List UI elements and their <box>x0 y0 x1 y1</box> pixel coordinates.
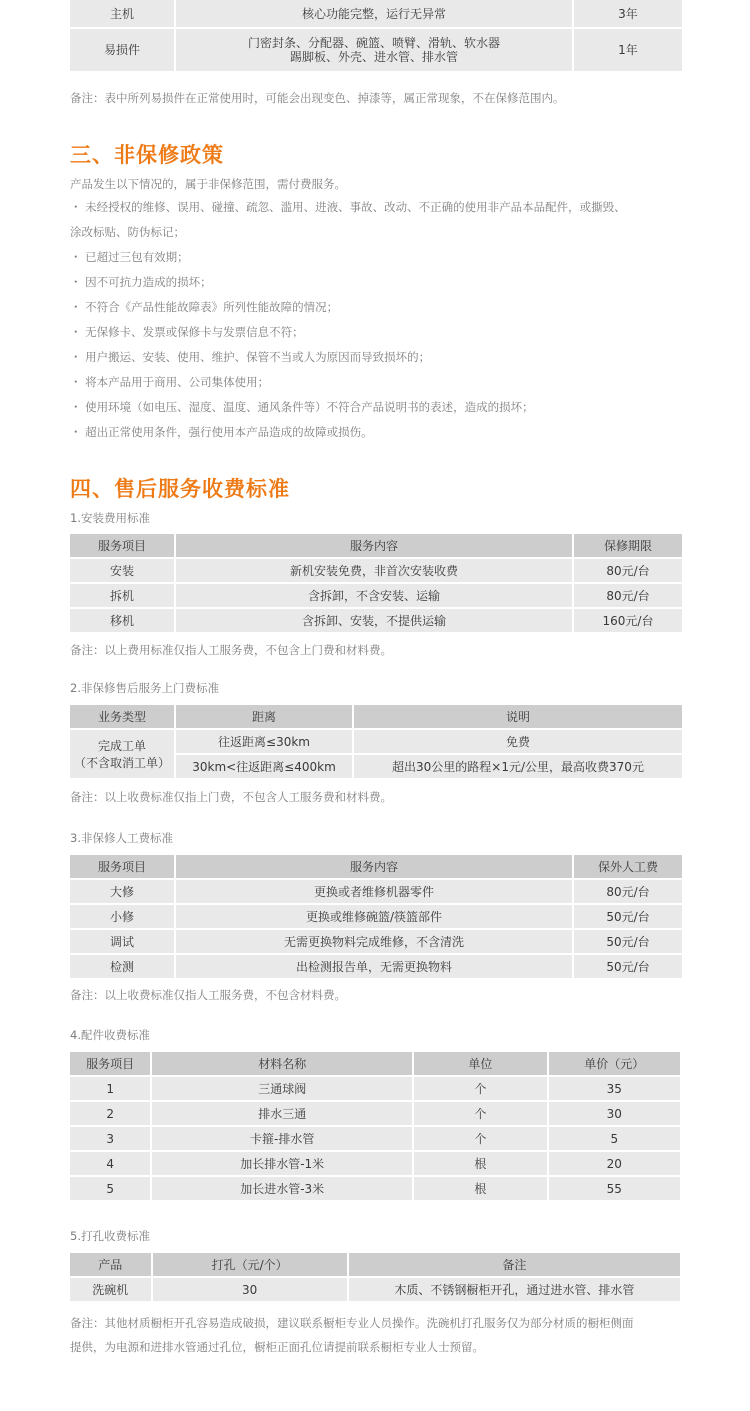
table-row <box>70 880 682 903</box>
warranty-content-line: 踢脚板、外壳、进水管、排水管 <box>289 50 458 64</box>
warranty-content-line: 门密封条、分配器、碗篮、喷臂、滑轨、软水器 <box>247 36 500 50</box>
table-cell: 3 <box>70 1127 150 1150</box>
table-cell: 更换或者维修机器零件 <box>176 880 572 903</box>
table-cell: 超出30公里的路程×1元/公里，最高收费370元 <box>354 755 682 778</box>
subsection-title: 3.非保修人工费标准 <box>70 831 173 845</box>
table-row <box>70 1102 680 1125</box>
column-header: 备注 <box>349 1253 680 1276</box>
table-cell: 含拆卸、安装，不提供运输 <box>176 609 572 632</box>
table-cell: 出检测报告单，无需更换物料 <box>176 955 572 978</box>
table-cell: 加长进水管-3米 <box>152 1177 412 1200</box>
column-header: 保修期限 <box>574 534 682 557</box>
table-note: 备注：以上收费标准仅指人工服务费，不包含材料费。 <box>70 988 346 1002</box>
column-header: 保外人工费 <box>574 855 682 878</box>
column-header: 产品 <box>70 1253 151 1276</box>
warranty-period: 3年 <box>574 0 682 27</box>
table-header-row <box>70 1052 680 1075</box>
table-cell: 80元/台 <box>574 584 682 607</box>
table-note: 备注：以上费用标准仅指人工服务费，不包含上门费和材料费。 <box>70 643 392 657</box>
visit-fee-table <box>68 703 684 780</box>
table-cell: 拆机 <box>70 584 174 607</box>
policy-list <box>70 195 690 445</box>
table-cell: 移机 <box>70 609 174 632</box>
table-cell: 35 <box>549 1077 680 1100</box>
list-item: ・ 已超过三包有效期； <box>70 250 189 264</box>
table-row <box>70 1152 680 1175</box>
table-cell: 安装 <box>70 559 174 582</box>
table-cell: 20 <box>549 1152 680 1175</box>
table-cell: 洗碗机 <box>70 1278 151 1301</box>
table-cell: 5 <box>70 1177 150 1200</box>
subsection-title: 2.非保修售后服务上门费标准 <box>70 681 219 695</box>
table-cell: 大修 <box>70 880 174 903</box>
table-cell: 80元/台 <box>574 880 682 903</box>
table-cell: 160元/台 <box>574 609 682 632</box>
table-row <box>70 1177 680 1200</box>
list-item: ・ 因不可抗力造成的损坏； <box>70 275 212 289</box>
table-cell: 55 <box>549 1177 680 1200</box>
table-cell: 30 <box>153 1278 347 1301</box>
table-cell: 免费 <box>354 730 682 753</box>
table-cell: 新机安装免费，非首次安装收费 <box>176 559 572 582</box>
table-cell: 5 <box>549 1127 680 1150</box>
table-note <box>70 1311 690 1359</box>
column-header: 服务项目 <box>70 534 174 557</box>
table-cell: 50元/台 <box>574 930 682 953</box>
column-header: 距离 <box>176 705 352 728</box>
table-cell: 个 <box>414 1127 546 1150</box>
subsection-title: 4.配件收费标准 <box>70 1028 150 1042</box>
list-item: ・ 用户搬运、安装、使用、维护、保管不当或人为原因而导致损坏的； <box>70 350 431 364</box>
warranty-note: 备注：表中所列易损件在正常使用时，可能会出现变色、掉漆等，属正常现象，不在保修范围内。 <box>70 91 565 105</box>
table-row <box>70 0 682 27</box>
note-line: 备注：其他材质橱柜开孔容易造成破损，建议联系橱柜专业人员操作。洗碗机打孔服务仅为部分材质的橱柜侧面 <box>70 1316 634 1330</box>
note-line: 提供，为电源和进排水管通过孔位，橱柜正面孔位请提前联系橱柜专业人士预留。 <box>70 1340 484 1354</box>
column-header: 服务内容 <box>176 855 572 878</box>
table-cell: 根 <box>414 1152 546 1175</box>
table-row <box>70 29 682 71</box>
install-fee-table <box>68 532 684 634</box>
section-title: 四、售后服务收费标准 <box>70 477 290 501</box>
column-header: 业务类型 <box>70 705 174 728</box>
table-cell: 木质、不锈钢橱柜开孔，通过进水管、排水管 <box>349 1278 680 1301</box>
table-cell: 卡箍-排水管 <box>152 1127 412 1150</box>
table-row <box>70 559 682 582</box>
table-row <box>70 609 682 632</box>
table-header-row <box>70 1253 680 1276</box>
table-cell: 2 <box>70 1102 150 1125</box>
table-row <box>70 1077 680 1100</box>
warranty-table <box>68 0 684 73</box>
table-cell: 50元/台 <box>574 955 682 978</box>
column-header: 说明 <box>354 705 682 728</box>
warranty-content <box>176 29 572 71</box>
business-type-line: （不含取消工单） <box>73 756 170 770</box>
table-cell: 4 <box>70 1152 150 1175</box>
table-cell: 排水三通 <box>152 1102 412 1125</box>
table-cell: 往返距离≤30km <box>176 730 352 753</box>
table-cell: 30km<往返距离≤400km <box>176 755 352 778</box>
list-item: ・ 不符合《产品性能故障表》所列性能故障的情况； <box>70 300 339 314</box>
warranty-item: 主机 <box>70 0 174 27</box>
warranty-period: 1年 <box>574 29 682 71</box>
table-cell: 无需更换物料完成维修，不含清洗 <box>176 930 572 953</box>
table-row <box>70 955 682 978</box>
business-type-cell <box>70 730 174 778</box>
table-cell: 更换或维修碗篮/筷篮部件 <box>176 905 572 928</box>
list-item: 涂改标贴、防伪标记； <box>70 225 185 239</box>
warranty-item: 易损件 <box>70 29 174 71</box>
list-item: ・ 超出正常使用条件，强行使用本产品造成的故障或损伤。 <box>70 425 373 439</box>
table-cell: 个 <box>414 1077 546 1100</box>
table-cell: 80元/台 <box>574 559 682 582</box>
list-item: ・ 无保修卡、发票或保修卡与发票信息不符； <box>70 325 304 339</box>
column-header: 打孔（元/个） <box>153 1253 347 1276</box>
table-cell: 1 <box>70 1077 150 1100</box>
table-cell: 含拆卸，不含安装、运输 <box>176 584 572 607</box>
table-cell: 30 <box>549 1102 680 1125</box>
table-row <box>70 584 682 607</box>
list-item: ・ 使用环境（如电压、湿度、温度、通风条件等）不符合产品说明书的表述，造成的损坏； <box>70 400 534 414</box>
subsection-title: 1.安装费用标准 <box>70 511 150 525</box>
table-cell: 50元/台 <box>574 905 682 928</box>
table-cell: 三通球阀 <box>152 1077 412 1100</box>
column-header: 材料名称 <box>152 1052 412 1075</box>
section-title: 三、非保修政策 <box>70 143 224 167</box>
table-row <box>70 1127 680 1150</box>
section-intro: 产品发生以下情况的，属于非保修范围，需付费服务。 <box>70 177 346 191</box>
list-item: ・ 将本产品用于商用、公司集体使用； <box>70 375 270 389</box>
table-cell: 个 <box>414 1102 546 1125</box>
table-row <box>70 905 682 928</box>
table-row <box>70 730 682 753</box>
table-cell: 检测 <box>70 955 174 978</box>
table-header-row <box>70 855 682 878</box>
table-row <box>70 930 682 953</box>
column-header: 单价（元） <box>549 1052 680 1075</box>
column-header: 单位 <box>414 1052 546 1075</box>
table-row <box>70 1278 680 1301</box>
table-header-row <box>70 705 682 728</box>
table-cell: 小修 <box>70 905 174 928</box>
table-cell: 根 <box>414 1177 546 1200</box>
column-header: 服务项目 <box>70 855 174 878</box>
business-type-line: 完成工单 <box>97 739 146 753</box>
table-header-row <box>70 534 682 557</box>
list-item: ・ 未经授权的维修、误用、碰撞、疏忽、滥用、进液、事故、改动、不正确的使用非产品本品配件，或撕毁、 <box>70 200 626 214</box>
table-cell: 加长排水管-1米 <box>152 1152 412 1175</box>
table-cell: 调试 <box>70 930 174 953</box>
subsection-title: 5.打孔收费标准 <box>70 1229 150 1243</box>
table-note: 备注：以上收费标准仅指上门费，不包含人工服务费和材料费。 <box>70 790 392 804</box>
warranty-content: 核心功能完整，运行无异常 <box>176 0 572 27</box>
column-header: 服务内容 <box>176 534 572 557</box>
parts-fee-table <box>68 1050 682 1202</box>
labor-fee-table <box>68 853 684 980</box>
drill-fee-table <box>68 1251 682 1303</box>
column-header: 服务项目 <box>70 1052 150 1075</box>
